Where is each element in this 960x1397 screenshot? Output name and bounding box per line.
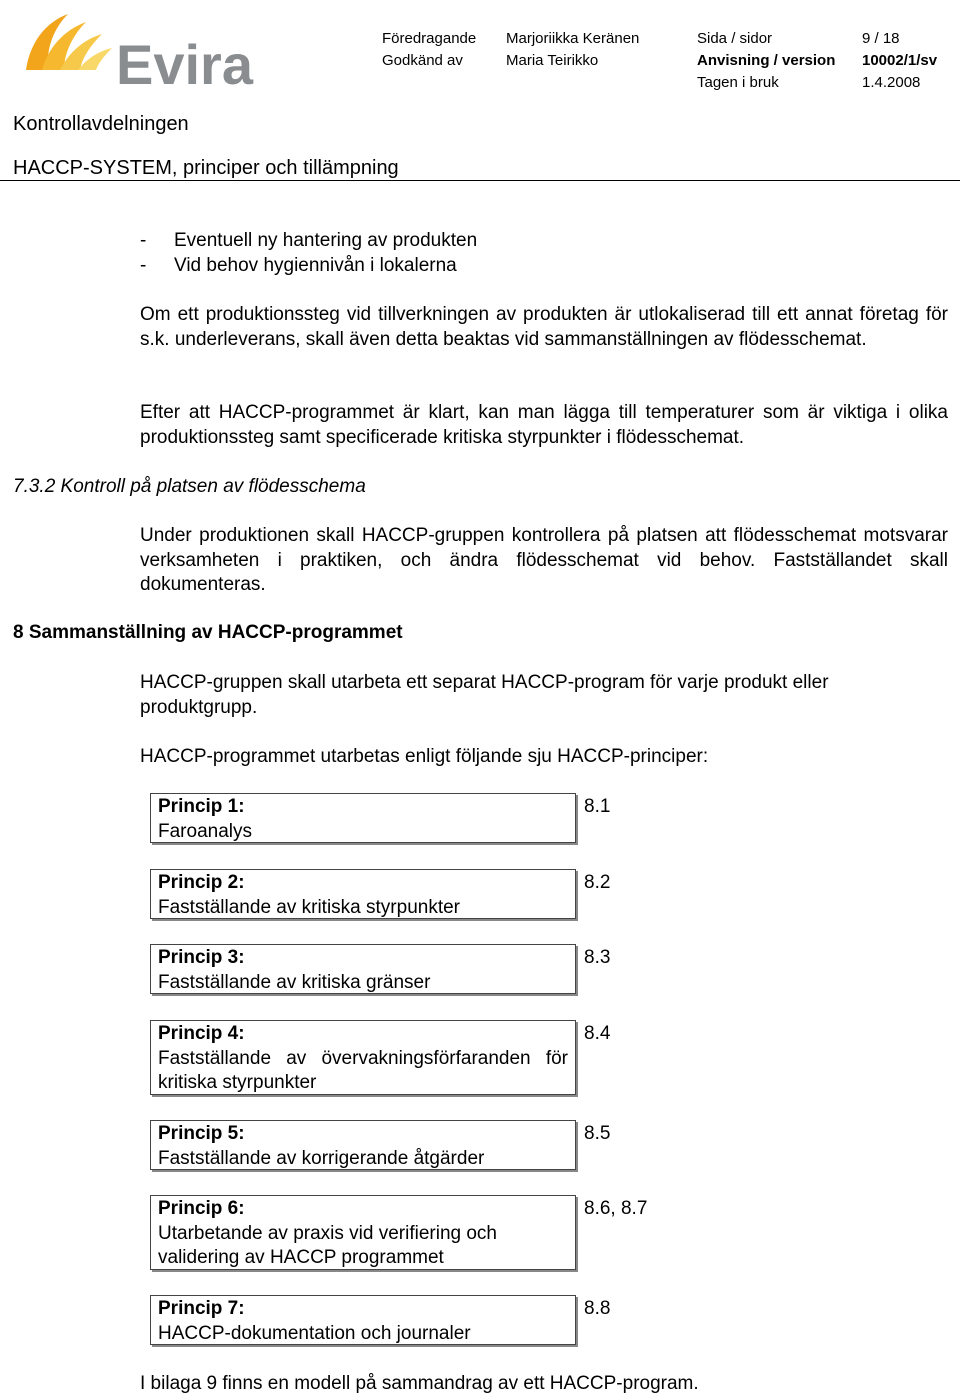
approved-label: Godkänd av <box>382 52 463 69</box>
principle-section-ref: 8.2 <box>584 872 611 893</box>
principle-title: Princip 3: <box>158 947 245 968</box>
document-title: HACCP-SYSTEM, principer och tillämpning <box>13 157 399 179</box>
principle-section-ref: 8.6, 8.7 <box>584 1198 648 1219</box>
principle-box-2 <box>150 869 576 919</box>
principle-title: Princip 6: <box>158 1198 245 1219</box>
principle-description: HACCP-dokumentation och journaler <box>158 1322 471 1344</box>
principle-description: Utarbetande av praxis vid verifiering och validering av HACCP programmet <box>158 1222 498 1268</box>
bullet-text: Vid behov hygiennivån i lokalerna <box>174 255 457 276</box>
paragraph-temperatures: Efter att HACCP-programmet är klart, kan man lägga till temperaturer som är viktiga i olika produktionssteg samt specificerade kritiska styrpunkter i flödesschemat. <box>140 402 948 448</box>
principle-box-7 <box>150 1295 576 1345</box>
principle-description: Fastställande av kritiska gränser <box>158 971 431 993</box>
paragraph-outsourced: Om ett produktionssteg vid tillverkningen av produkten är utlokaliserad till ett annat företag för s.k. underleverans, skall även detta beaktas vid sammanställningen av flödesschemat. <box>140 304 948 350</box>
presenter-name: Marjoriikka Keränen <box>506 30 640 47</box>
principle-description: Fastställande av övervakningsförfaranden för kritiska styrpunkter <box>158 1047 568 1093</box>
principle-box-6 <box>150 1195 576 1270</box>
approved-name: Maria Teirikko <box>506 52 599 69</box>
list-item <box>140 254 457 279</box>
paragraph-program: HACCP-gruppen skall utarbeta ett separat HACCP-program för varje produkt eller produktgrupp. <box>140 672 829 718</box>
presenter-label: Föredragande <box>382 30 477 47</box>
page-label: Sida / sidor <box>697 30 773 47</box>
principle-title: Princip 5: <box>158 1123 245 1144</box>
evira-logo <box>20 8 280 92</box>
principle-description: Fastställande av korrigerande åtgärder <box>158 1147 485 1169</box>
evira-sun-icon <box>26 14 112 70</box>
principle-box-3 <box>150 944 576 994</box>
principle-title: Princip 7: <box>158 1298 245 1319</box>
logo-wordmark: Evira <box>116 33 253 92</box>
section-heading-8: 8 Sammanställning av HACCP-programmet <box>13 622 403 643</box>
paragraph-flow-check: Under produktionen skall HACCP-gruppen kontrollera på platsen att flödesschemat motsvarar verksamheten i praktiken, och ändra flödesschemat vid behov. Fastställandet skall dokumenteras. <box>140 525 948 595</box>
principle-description: Fastställande av kritiska styrpunkter <box>158 896 461 918</box>
principle-section-ref: 8.5 <box>584 1123 611 1144</box>
version-value: 10002/1/sv <box>862 52 938 69</box>
in-use-label: Tagen i bruk <box>697 74 779 91</box>
principle-description: Faroanalys <box>158 820 252 842</box>
bullet-dash: - <box>140 230 147 251</box>
bullet-dash: - <box>140 255 147 276</box>
paragraph-principles-intro: HACCP-programmet utarbetas enligt följande sju HACCP-principer: <box>140 746 709 767</box>
section-heading-7-3-2: 7.3.2 Kontroll på platsen av flödesschema <box>13 476 366 497</box>
principle-box-1 <box>150 793 576 843</box>
version-label: Anvisning / version <box>697 52 836 69</box>
page-number: 9 / 18 <box>862 30 900 47</box>
principle-title: Princip 4: <box>158 1023 245 1044</box>
in-use-date: 1.4.2008 <box>862 74 921 91</box>
principle-section-ref: 8.3 <box>584 947 611 968</box>
principle-box-4 <box>150 1020 576 1095</box>
principle-title: Princip 1: <box>158 796 245 817</box>
paragraph-appendix: I bilaga 9 finns en modell på sammandrag av ett HACCP-program. <box>140 1373 699 1394</box>
principle-section-ref: 8.8 <box>584 1298 611 1319</box>
bullet-text: Eventuell ny hantering av produkten <box>174 230 478 251</box>
principle-box-5 <box>150 1120 576 1170</box>
header-divider <box>0 180 960 181</box>
principle-section-ref: 8.4 <box>584 1023 611 1044</box>
principle-section-ref: 8.1 <box>584 796 611 817</box>
list-item <box>140 229 477 254</box>
principle-title: Princip 2: <box>158 872 245 893</box>
department: Kontrollavdelningen <box>13 113 189 135</box>
